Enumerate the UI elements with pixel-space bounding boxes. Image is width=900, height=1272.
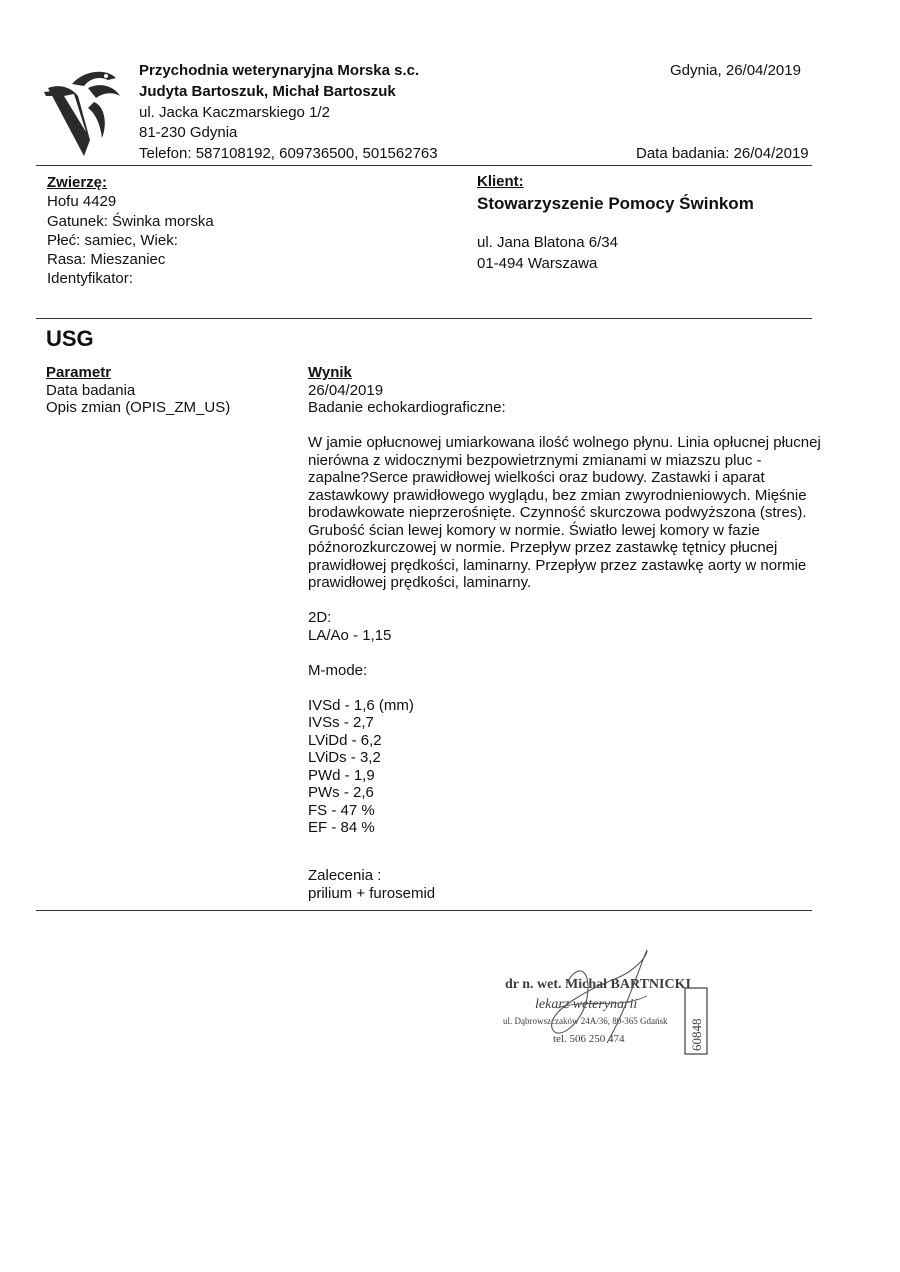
- mmode-value: EF - 84 %: [308, 819, 375, 836]
- section-title: USG: [46, 326, 94, 351]
- description-line: brodawkowate nieprzerośnięte. Czynność skurczowa podwyższona (stres).: [308, 504, 807, 521]
- clinic-city: 81-230 Gdynia: [139, 124, 238, 141]
- footer-divider: [36, 910, 812, 911]
- animal-heading: Zwierzę:: [47, 174, 108, 191]
- parameter-heading: Parametr: [46, 364, 112, 381]
- description-line: zastawkowy prawidłowego wyglądu, bez zmian zwyrodnieniowych. Mięśnie: [308, 486, 807, 504]
- client-heading: Klient:: [477, 173, 524, 190]
- animal-identifier: Identyfikator:: [47, 270, 133, 288]
- mmode-value: LViDs - 3,2: [308, 749, 381, 766]
- animal-breed: Rasa: Mieszaniec: [47, 251, 166, 269]
- mmode-value: LViDd - 6,2: [308, 731, 382, 749]
- mmode-label: M-mode:: [308, 661, 368, 679]
- twod-label: 2D:: [308, 609, 332, 626]
- mmode-value: IVSd - 1,6 (mm): [308, 696, 414, 714]
- description-line: prawidłowej prędkości, laminarny.: [308, 574, 532, 591]
- stamp-address: ul. Dąbrowszczaków 24A/36, 80-365 Gdańsk: [503, 1016, 668, 1026]
- stamp-doctor: dr n. wet. Michał BARTNICKI: [505, 977, 691, 992]
- clinic-street: ul. Jacka Kaczmarskiego 1/2: [139, 104, 330, 121]
- client-street: ul. Jana Blatona 6/34: [477, 234, 618, 251]
- mmode-value: IVSs - 2,7: [308, 714, 374, 731]
- parameter-description: Opis zmian (OPIS_ZM_US): [46, 399, 231, 416]
- result-date: 26/04/2019: [308, 381, 384, 399]
- recommendations: prilium + furosemid: [308, 884, 436, 902]
- parameter-date: Data badania: [46, 381, 136, 399]
- description-line: zapalne?Serce prawidłowej wielkości oraz budowy. Zastawki i aparat: [308, 469, 765, 486]
- vet-bird-logo-icon: [44, 66, 126, 158]
- animal-sex-age: Płeć: samiec, Wiek:: [47, 231, 178, 249]
- animal-name: Hofu 4429: [47, 193, 117, 211]
- exam-type: Badanie echokardiograficzne:: [308, 399, 506, 416]
- doctor-stamp: [497, 948, 727, 1058]
- section-divider: [36, 318, 812, 319]
- mmode-value: PWs - 2,6: [308, 784, 374, 801]
- stamp-license: 60848: [689, 1018, 704, 1051]
- stamp-phone: tel. 506 250 474: [553, 1033, 625, 1045]
- place-date: Gdynia, 26/04/2019: [670, 62, 801, 79]
- result-heading: Wynik: [308, 364, 352, 381]
- header-divider: [36, 165, 812, 166]
- client-name: Stowarzyszenie Pomocy Świnkom: [477, 194, 754, 213]
- description-line: Grubość ścian lewej komory w normie. Światło lewej komory w fazie: [308, 521, 760, 539]
- clinic-phone: Telefon: 587108192, 609736500, 501562763: [139, 145, 438, 162]
- description-line: W jamie opłucnowej umiarkowana ilość wolnego płynu. Linia opłucnej płucnej: [308, 434, 821, 451]
- description-line: późnorozkurczowej w normie. Przepływ przez zastawkę tętnicy płucnej: [308, 539, 778, 556]
- animal-info: [47, 173, 214, 289]
- animal-species: Gatunek: Świnka morska: [47, 212, 214, 230]
- mmode-value: PWd - 1,9: [308, 766, 375, 784]
- parameter-column: [46, 364, 230, 417]
- mmode-value: FS - 47 %: [308, 801, 375, 819]
- clinic-doctors: Judyta Bartoszuk, Michał Bartoszuk: [139, 83, 396, 100]
- description-line: nierówna z widocznymi bezpowietrznymi zmianami w miazszu pluc -: [308, 451, 762, 469]
- exam-date: Data badania: 26/04/2019: [636, 145, 809, 162]
- recommendations-label: Zalecenia :: [308, 867, 382, 884]
- client-city: 01-494 Warszawa: [477, 255, 598, 272]
- twod-value: LA/Ao - 1,15: [308, 626, 392, 644]
- clinic-name: Przychodnia weterynaryjna Morska s.c.: [139, 62, 420, 79]
- stamp-title: lekarz weterynarii: [535, 997, 638, 1012]
- description-line: prawidłowej prędkości, laminarny. Przepływ przez zastawkę aorty w normie: [308, 556, 807, 574]
- result-column: [308, 364, 821, 902]
